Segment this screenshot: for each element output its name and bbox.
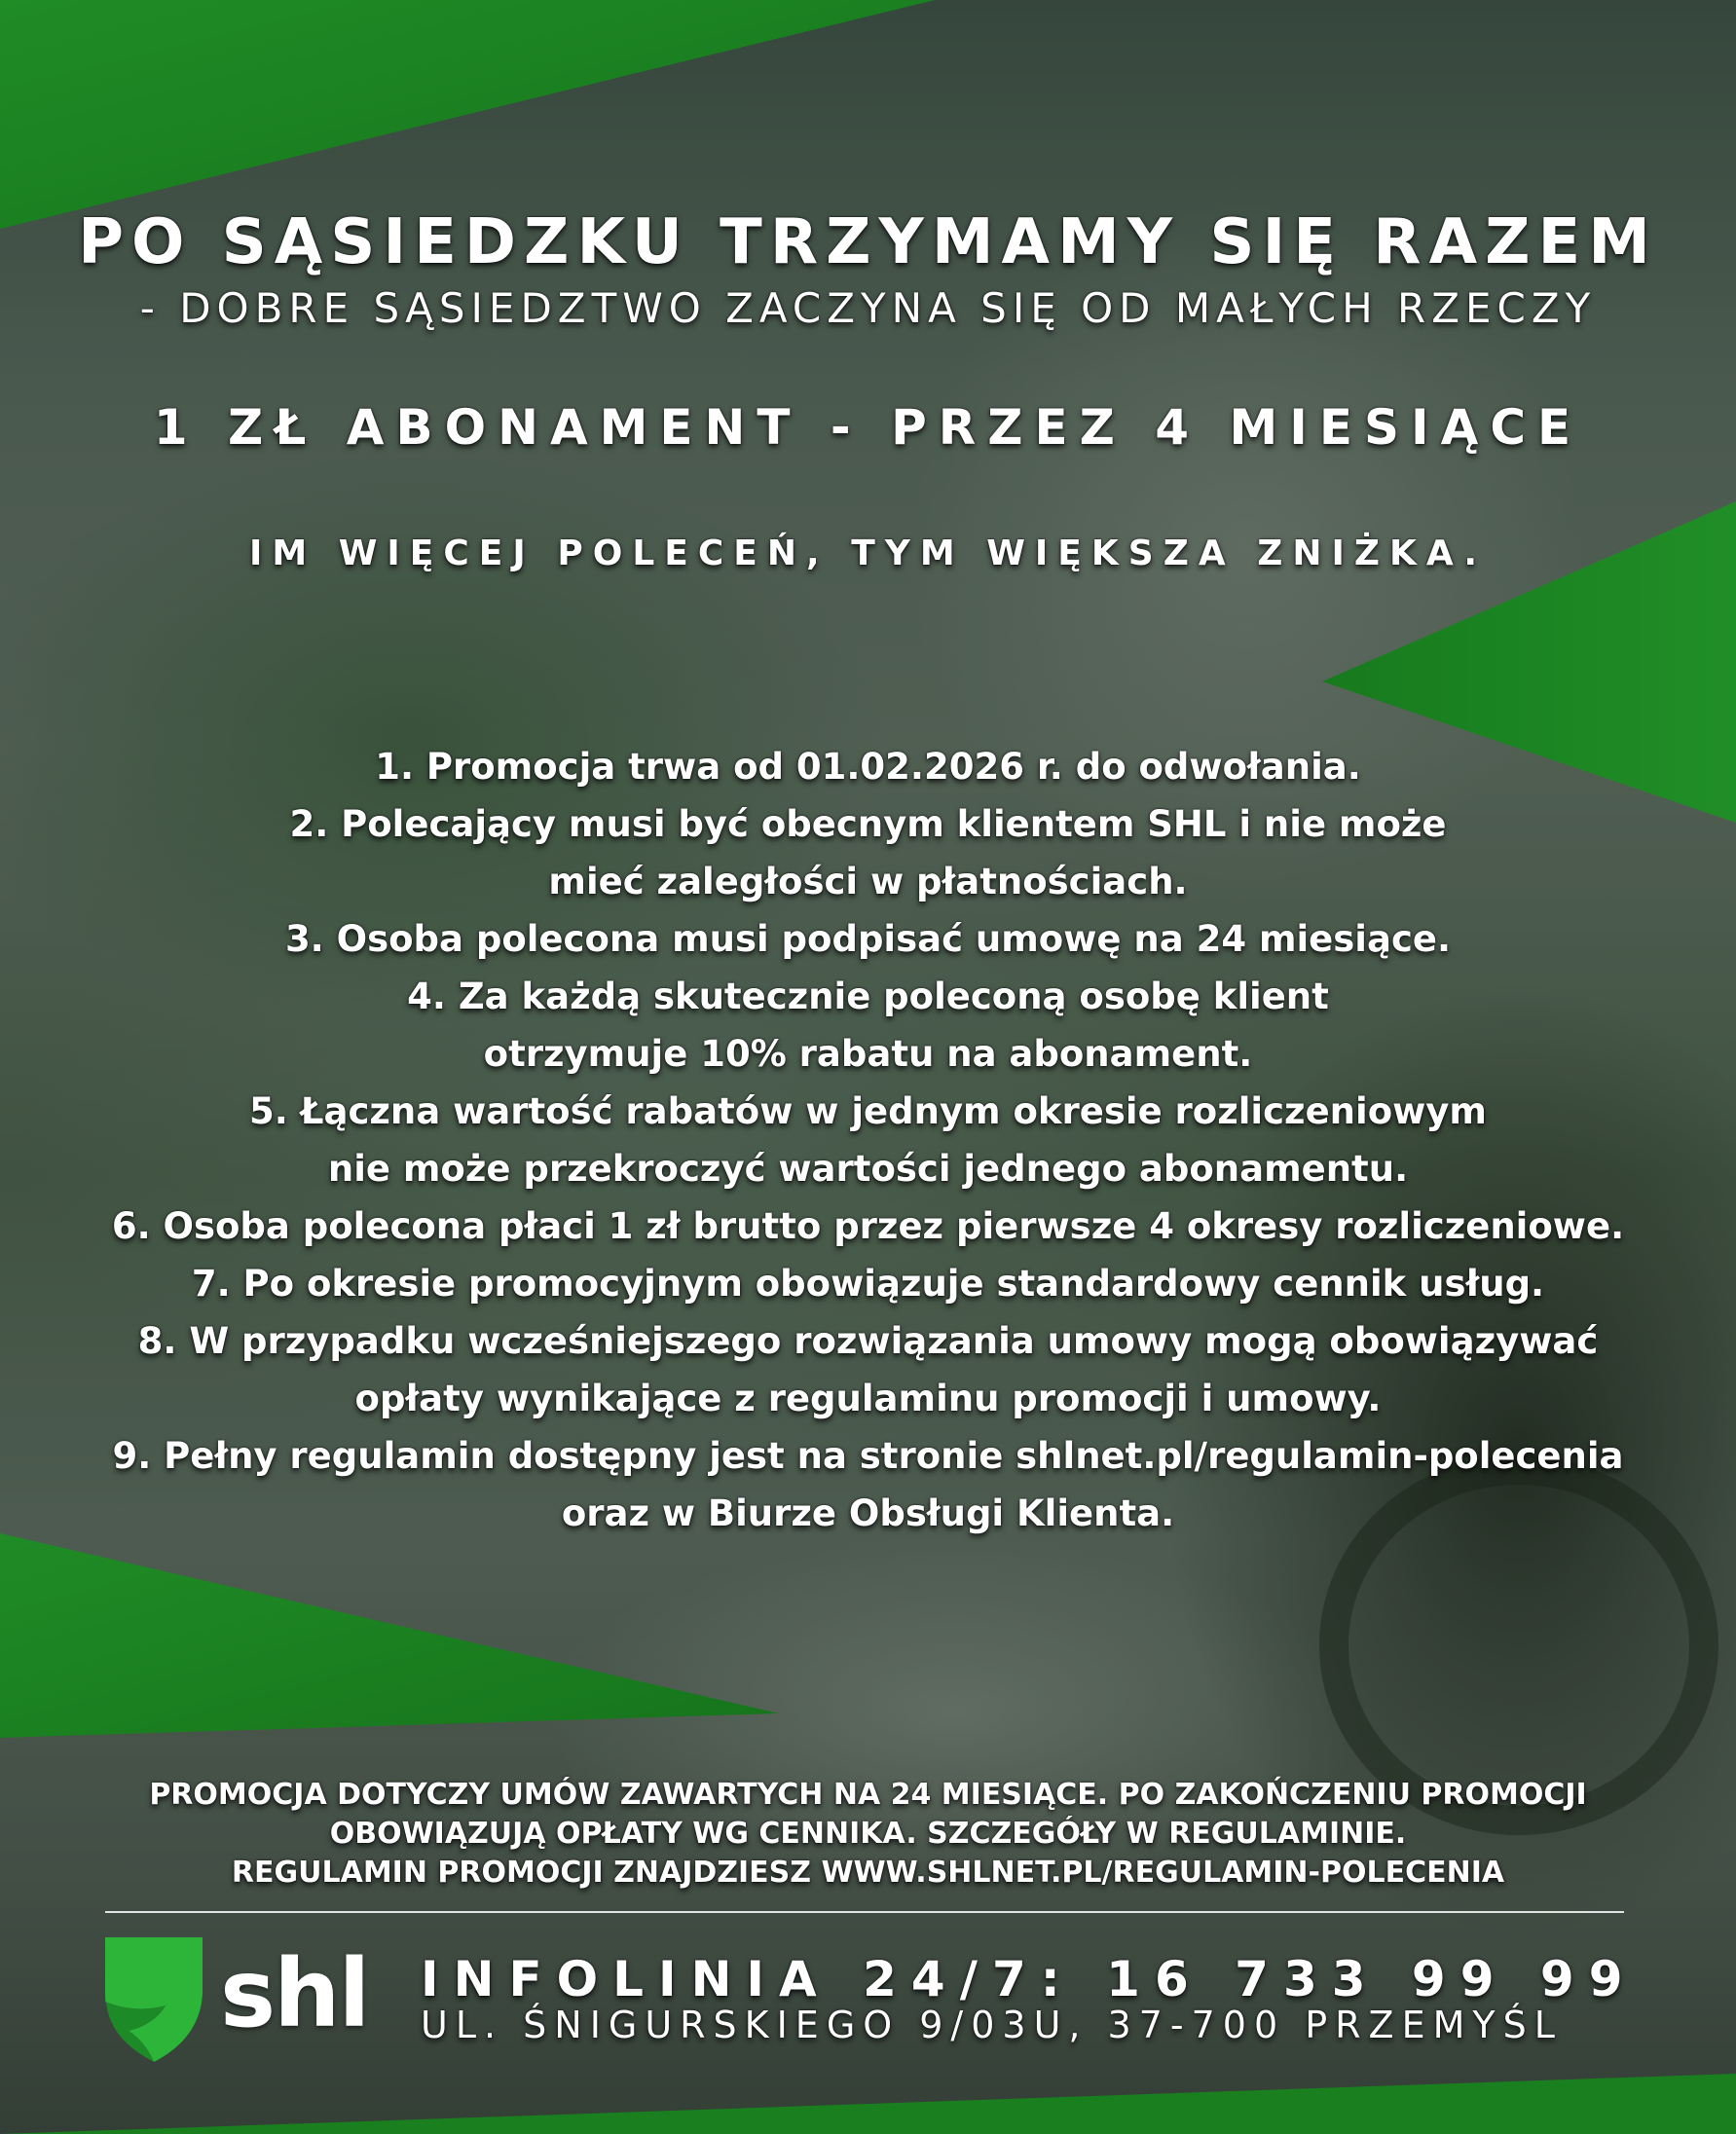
- rule-line: 4. Za każdą skutecznie poleconą osobę klient: [407, 975, 1329, 1017]
- rule-line: 8. W przypadku wcześniejszego rozwiązania umowy mogą obowiązywać: [137, 1320, 1599, 1362]
- offer-banner: 1 ZŁ ABONAMENT - PRZEZ 4 MIESIĄCE: [153, 399, 1583, 456]
- rule-line: 3. Osoba polecona musi podpisać umowę na 24 miesiące.: [284, 918, 1452, 960]
- footer-divider: [105, 1911, 1624, 1913]
- rule-line: 2. Polecający musi być obecnym klientem SHL i nie może: [289, 803, 1447, 845]
- slogan-highlight: ZNIŻKA: [1257, 534, 1464, 573]
- rule-line: 6. Osoba polecona płaci 1 zł brutto przez pierwsze 4 okresy rozliczeniowe.: [111, 1205, 1625, 1247]
- address: UL. ŚNIGURSKIEGO 9/03U, 37-700 PRZEMYŚL: [421, 2004, 1563, 2046]
- footnote-line: PROMOCJA DOTYCZY UMÓW ZAWARTYCH NA 24 MIESIĄCE. PO ZAKOŃCZENIU PROMOCJI: [149, 1778, 1587, 1812]
- rule-line: oraz w Biurze Obsługi Klienta.: [561, 1492, 1175, 1534]
- rule-line: mieć zaległości w płatnościach.: [548, 861, 1188, 902]
- rule-line: 7. Po okresie promocyjnym obowiązuje standardowy cennik usług.: [191, 1263, 1545, 1305]
- footnote: [0, 1776, 1736, 1893]
- rule-line: 5. Łączna wartość rabatów w jednym okresie rozliczeniowym: [249, 1090, 1487, 1132]
- slogan-part: IM WIĘCEJ: [248, 534, 558, 573]
- rule-line: opłaty wynikające z regulaminu promocji i umowy.: [354, 1378, 1382, 1419]
- slogan: [0, 534, 1736, 573]
- headline-title: PO SĄSIEDZKU TRZYMAMY SIĘ RAZEM: [78, 206, 1658, 278]
- footnote-line: REGULAMIN PROMOCJI ZNAJDZIESZ WWW.SHLNET.PL/REGULAMIN-POLECENIA: [231, 1856, 1505, 1890]
- slogan-part: .: [1463, 534, 1488, 573]
- slogan-part: , TYM WIĘKSZA: [806, 534, 1258, 573]
- rule-line: otrzymuje 10% rabatu na abonament.: [483, 1033, 1253, 1075]
- promo-rules-list: [0, 738, 1736, 1542]
- hotline: INFOLINIA 24/7: 16 733 99 99: [421, 1951, 1638, 2007]
- slogan-highlight: POLECEŃ: [557, 534, 806, 573]
- rule-line: nie może przekroczyć wartości jednego abonamentu.: [327, 1148, 1409, 1190]
- footnote-line: OBOWIĄZUJĄ OPŁATY WG CENNIKA. SZCZEGÓŁY W REGULAMINIE.: [329, 1817, 1407, 1851]
- rule-line: 1. Promocja trwa od 01.02.2026 r. do odwołania.: [375, 746, 1361, 788]
- shl-logo-text: shl: [220, 1939, 369, 2048]
- headline-subtitle: - DOBRE SĄSIEDZTWO ZACZYNA SIĘ OD MAŁYCH RZECZY: [139, 284, 1597, 332]
- rule-line: 9. Pełny regulamin dostępny jest na stronie shlnet.pl/regulamin-polecenia: [112, 1435, 1624, 1477]
